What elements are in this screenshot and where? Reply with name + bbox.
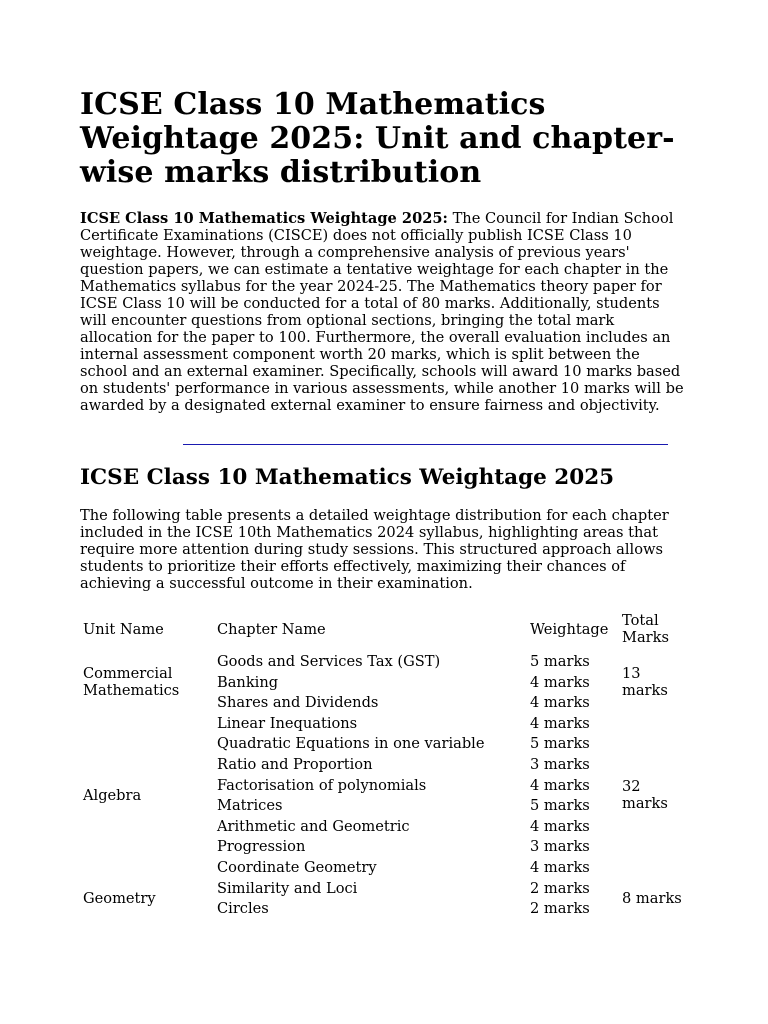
- total-marks-cell: 32 marks: [622, 778, 668, 813]
- intro-paragraph: [80, 210, 690, 414]
- page-title: ICSE Class 10 Mathematics Weightage 2025: Unit and chapter-wise marks distribution: [80, 87, 675, 190]
- weightage-cell: 4 marks: [530, 858, 590, 876]
- section-heading: ICSE Class 10 Mathematics Weightage 2025: [80, 465, 615, 490]
- chapter-cell: Matrices: [217, 797, 283, 815]
- table-header-row: [80, 610, 685, 651]
- total-marks-cell: 13 marks: [622, 665, 668, 700]
- article: [80, 88, 690, 919]
- total-marks-cell: 8 marks: [622, 889, 682, 907]
- chapter-cell: Ratio and Proportion: [217, 755, 373, 773]
- weightage-cell: 4 marks: [530, 673, 590, 691]
- table-row: [80, 651, 685, 672]
- weightage-cell: 5 marks: [530, 735, 590, 753]
- chapter-cell: Goods and Services Tax (GST): [217, 653, 441, 670]
- table-row: [80, 713, 685, 734]
- weightage-cell: 5 marks: [530, 797, 590, 815]
- unit-name-cell: Geometry: [83, 889, 156, 907]
- weightage-cell: 2 marks: [530, 879, 590, 897]
- header-unit-name: Unit Name: [83, 620, 164, 638]
- table-intro-paragraph: The following table presents a detailed weightage distribution for each chapter included in the ICSE 10th Mathematics 2024 syllabus, highlighting areas that require more attention during study sessions. This structured approach allows students to prioritize their efforts effectively, maximizing their chances of achieving a successful outcome in their examination.: [80, 507, 669, 592]
- chapter-cell: Quadratic Equations in one variable: [217, 735, 485, 753]
- unit-name-cell: Algebra: [83, 786, 142, 804]
- intro-text: The Council for Indian School Certificate Examinations (CISCE) does not officially publish ICSE Class 10 weightage. However, through a comprehensive analysis of previous years' question papers, we can estimate a tentative weightage for each chapter in the Mathematics syllabus for the year 2024-25. The Mathematics theory paper for ICSE Class 10 will be conducted for a total of 80 marks. Additionally, students will encounter questions from optional sections, bringing the total mark allocation for the paper to 100. Furthermore, the overall evaluation includes an internal assessment component worth 20 marks, which is split between the school and an external examiner. Specifically, schools will award 10 marks based on students' performance in various assessments, while another 10 marks will be awarded by a designated external examiner to ensure fairness and objectivity.: [80, 210, 684, 414]
- chapter-cell: Coordinate Geometry: [217, 858, 377, 876]
- chapter-cell: Shares and Dividends: [217, 694, 379, 712]
- table-row: [80, 878, 685, 899]
- unit-name-cell: Commercial Mathematics: [83, 665, 180, 700]
- chapter-cell: Arithmetic and Geometric: [217, 817, 410, 835]
- header-weightage: Weightage: [530, 620, 609, 638]
- weightage-table: [80, 610, 685, 919]
- chapter-cell: Similarity and Loci: [217, 879, 358, 897]
- weightage-cell: 4 marks: [530, 694, 590, 712]
- weightage-cell: 4 marks: [530, 817, 590, 835]
- intro-bold-lead: ICSE Class 10 Mathematics Weightage 2025:: [80, 210, 448, 227]
- weightage-cell: 4 marks: [530, 714, 590, 732]
- weightage-cell: 5 marks: [530, 653, 590, 670]
- chapter-cell: Banking: [217, 673, 279, 691]
- weightage-cell: 3 marks: [530, 755, 590, 773]
- divider: [183, 444, 668, 445]
- weightage-cell: 4 marks: [530, 776, 590, 794]
- chapter-cell: Factorisation of polynomials: [217, 776, 427, 794]
- header-chapter-name: Chapter Name: [217, 620, 326, 638]
- chapter-cell: Circles: [217, 900, 269, 918]
- header-total-marks: Total Marks: [622, 612, 669, 646]
- chapter-cell: Progression: [217, 838, 306, 856]
- weightage-cell: 2 marks: [530, 900, 590, 918]
- chapter-cell: Linear Inequations: [217, 714, 358, 732]
- weightage-cell: 3 marks: [530, 838, 590, 856]
